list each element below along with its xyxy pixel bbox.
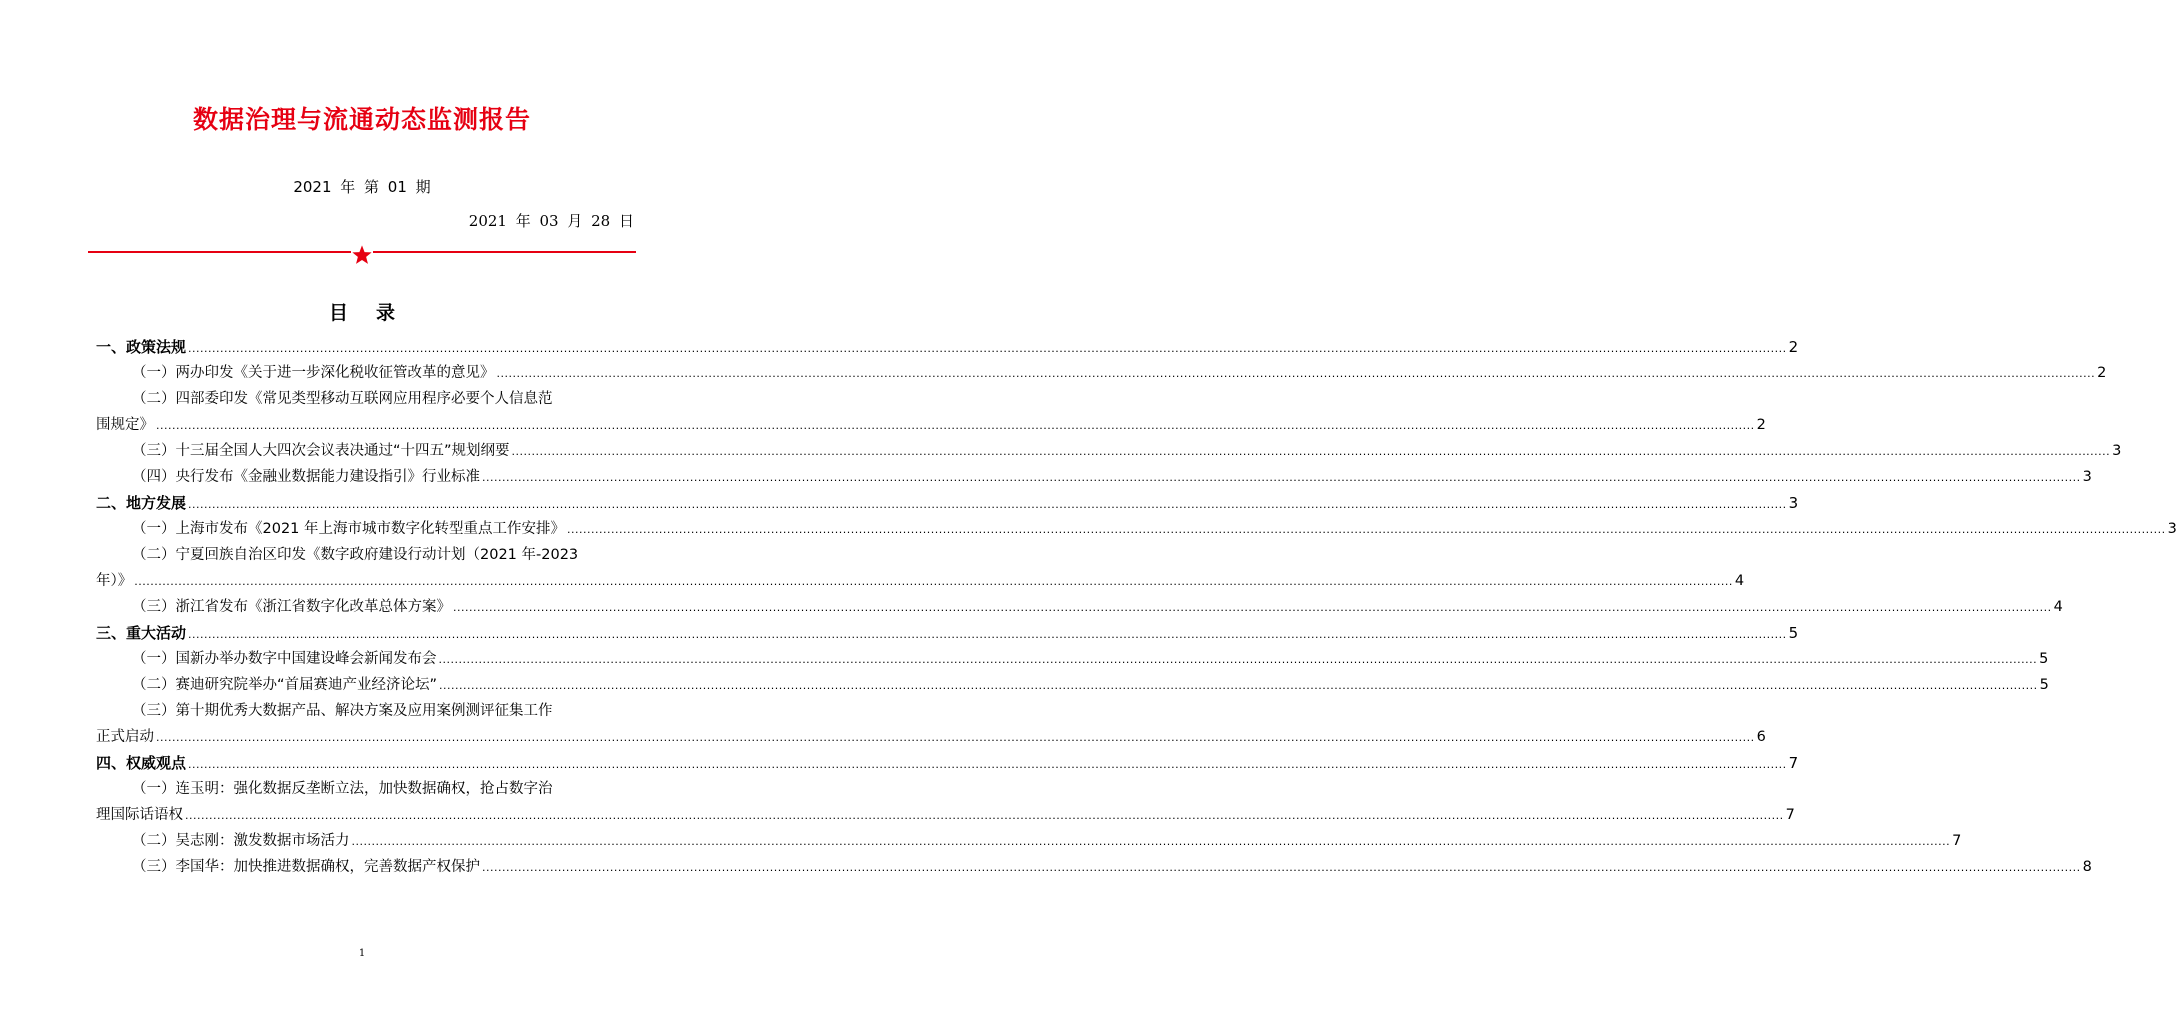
toc-section[interactable] bbox=[96, 490, 1799, 516]
toc-entry-title: （三）十三届全国人大四次会议表决通过“十四五”规划纲要 bbox=[132, 443, 510, 459]
toc-entry[interactable] bbox=[96, 360, 2107, 386]
toc-entry-title: （三）李国华：加快推进数据确权，完善数据产权保护 bbox=[132, 859, 480, 875]
toc-entry-title: （三）浙江省发布《浙江省数字化改革总体方案》 bbox=[132, 599, 451, 615]
toc-page-number: 8 bbox=[2082, 859, 2092, 875]
toc-page-number: 4 bbox=[1734, 573, 1745, 589]
toc-section[interactable] bbox=[96, 334, 1799, 360]
toc-entry[interactable] bbox=[96, 594, 2063, 620]
toc-entry[interactable] bbox=[96, 802, 1795, 828]
toc-leader-dots: ................................................................................................................................................................................................................................................................................................................................................................................................................ bbox=[134, 575, 1733, 588]
toc-page-number: 4 bbox=[2053, 599, 2063, 615]
toc-entry-title: （一）上海市发布《2021 年上海市城市数字化转型重点工作安排》 bbox=[132, 521, 566, 537]
toc-section[interactable] bbox=[96, 620, 1799, 646]
toc-page-number: 5 bbox=[1788, 624, 1799, 642]
table-of-contents bbox=[96, 334, 2177, 880]
toc-entry[interactable] bbox=[96, 672, 2049, 698]
toc-page-number: 2 bbox=[2097, 365, 2107, 381]
toc-page-number: 5 bbox=[2039, 651, 2049, 667]
toc-page-number: 3 bbox=[2112, 443, 2122, 459]
toc-entry-line[interactable]: （二）宁夏回族自治区印发《数字政府建设行动计划（2021 年-2023 bbox=[132, 547, 579, 563]
toc-page-number: 7 bbox=[1788, 754, 1799, 772]
toc-page-number: 3 bbox=[2082, 469, 2092, 485]
toc-leader-dots: ................................................................................................................................................................................................................................................................................................................................................................................................................ bbox=[351, 835, 1951, 848]
toc-leader-dots: ................................................................................................................................................................................................................................................................................................................................................................................................................ bbox=[482, 861, 2081, 874]
toc-leader-dots: ................................................................................................................................................................................................................................................................................................................................................................................................................ bbox=[188, 758, 1787, 771]
toc-page-number: 2 bbox=[1788, 338, 1799, 356]
toc-entry-title: 三、重大活动 bbox=[96, 624, 187, 642]
toc-entry[interactable] bbox=[96, 568, 1745, 594]
toc-entry-title: 围规定》 bbox=[96, 417, 154, 433]
toc-leader-dots: ................................................................................................................................................................................................................................................................................................................................................................................................................ bbox=[439, 679, 2038, 692]
toc-page-number: 6 bbox=[1756, 729, 1766, 745]
toc-entry-title: （四）央行发布《金融业数据能力建设指引》行业标准 bbox=[132, 469, 480, 485]
toc-section[interactable] bbox=[96, 750, 1799, 776]
toc-entry-title: 正式启动 bbox=[96, 729, 154, 745]
toc-entry-title: （二）吴志刚：激发数据市场活力 bbox=[132, 833, 350, 849]
toc-leader-dots: ................................................................................................................................................................................................................................................................................................................................................................................................................ bbox=[482, 471, 2081, 484]
toc-entry-line[interactable]: （一）连玉明：强化数据反垄断立法，加快数据确权，抢占数字治 bbox=[132, 781, 553, 797]
toc-entry-title: 年）》 bbox=[96, 573, 133, 589]
toc-leader-dots: ................................................................................................................................................................................................................................................................................................................................................................................................................ bbox=[511, 445, 2111, 458]
toc-leader-dots: ................................................................................................................................................................................................................................................................................................................................................................................................................ bbox=[567, 523, 2166, 536]
toc-leader-dots: ................................................................................................................................................................................................................................................................................................................................................................................................................ bbox=[156, 419, 1755, 432]
toc-entry-title: 二、地方发展 bbox=[96, 494, 187, 512]
toc-entry-title: （一）两办印发《关于进一步深化税收征管改革的意见》 bbox=[132, 365, 495, 381]
toc-entry-title: 四、权威观点 bbox=[96, 754, 187, 772]
toc-entry-title: 一、政策法规 bbox=[96, 338, 187, 356]
toc-entry-title: （二）赛迪研究院举办“首届赛迪产业经济论坛” bbox=[132, 677, 438, 693]
toc-page-number: 2 bbox=[1756, 417, 1766, 433]
toc-leader-dots: ................................................................................................................................................................................................................................................................................................................................................................................................................ bbox=[453, 601, 2052, 614]
toc-entry-title: （一）国新办举办数字中国建设峰会新闻发布会 bbox=[132, 651, 437, 667]
toc-page-number: 3 bbox=[2167, 521, 2177, 537]
toc-entry[interactable] bbox=[96, 516, 2177, 542]
toc-page-number: 7 bbox=[1952, 833, 1962, 849]
toc-leader-dots: ................................................................................................................................................................................................................................................................................................................................................................................................................ bbox=[188, 498, 1787, 511]
toc-page-number: 3 bbox=[1788, 494, 1799, 512]
toc-leader-dots: ................................................................................................................................................................................................................................................................................................................................................................................................................ bbox=[188, 628, 1787, 641]
toc-entry[interactable] bbox=[96, 854, 2092, 880]
toc-leader-dots: ................................................................................................................................................................................................................................................................................................................................................................................................................ bbox=[496, 367, 2096, 380]
toc-page-number: 7 bbox=[1785, 807, 1795, 823]
toc-entry-title: 理国际话语权 bbox=[96, 807, 183, 823]
toc-entry-line[interactable]: （三）第十期优秀大数据产品、解决方案及应用案例测评征集工作 bbox=[132, 703, 553, 719]
toc-entry[interactable] bbox=[96, 724, 1766, 750]
toc-leader-dots: ................................................................................................................................................................................................................................................................................................................................................................................................................ bbox=[185, 809, 1784, 822]
toc-leader-dots: ................................................................................................................................................................................................................................................................................................................................................................................................................ bbox=[156, 731, 1755, 744]
report-date: 2021 年 03 月 28 日 bbox=[468, 212, 634, 230]
toc-entry[interactable] bbox=[96, 464, 2092, 490]
toc-entry[interactable] bbox=[96, 828, 1962, 854]
star-icon bbox=[351, 244, 373, 266]
toc-leader-dots: ................................................................................................................................................................................................................................................................................................................................................................................................................ bbox=[438, 653, 2038, 666]
toc-entry-line[interactable]: （二）四部委印发《常见类型移动互联网应用程序必要个人信息范 bbox=[132, 391, 553, 407]
toc-entry[interactable] bbox=[96, 438, 2122, 464]
toc-page-number: 5 bbox=[2039, 677, 2049, 693]
issue-number: 2021 年 第 01 期 bbox=[293, 178, 431, 196]
toc-entry[interactable] bbox=[96, 646, 2049, 672]
toc-title: 目录 bbox=[328, 302, 423, 324]
toc-leader-dots: ................................................................................................................................................................................................................................................................................................................................................................................................................ bbox=[188, 342, 1787, 355]
toc-entry[interactable] bbox=[96, 412, 1766, 438]
page-number: 1 bbox=[358, 948, 366, 959]
report-title: 数据治理与流通动态监测报告 bbox=[192, 105, 531, 134]
